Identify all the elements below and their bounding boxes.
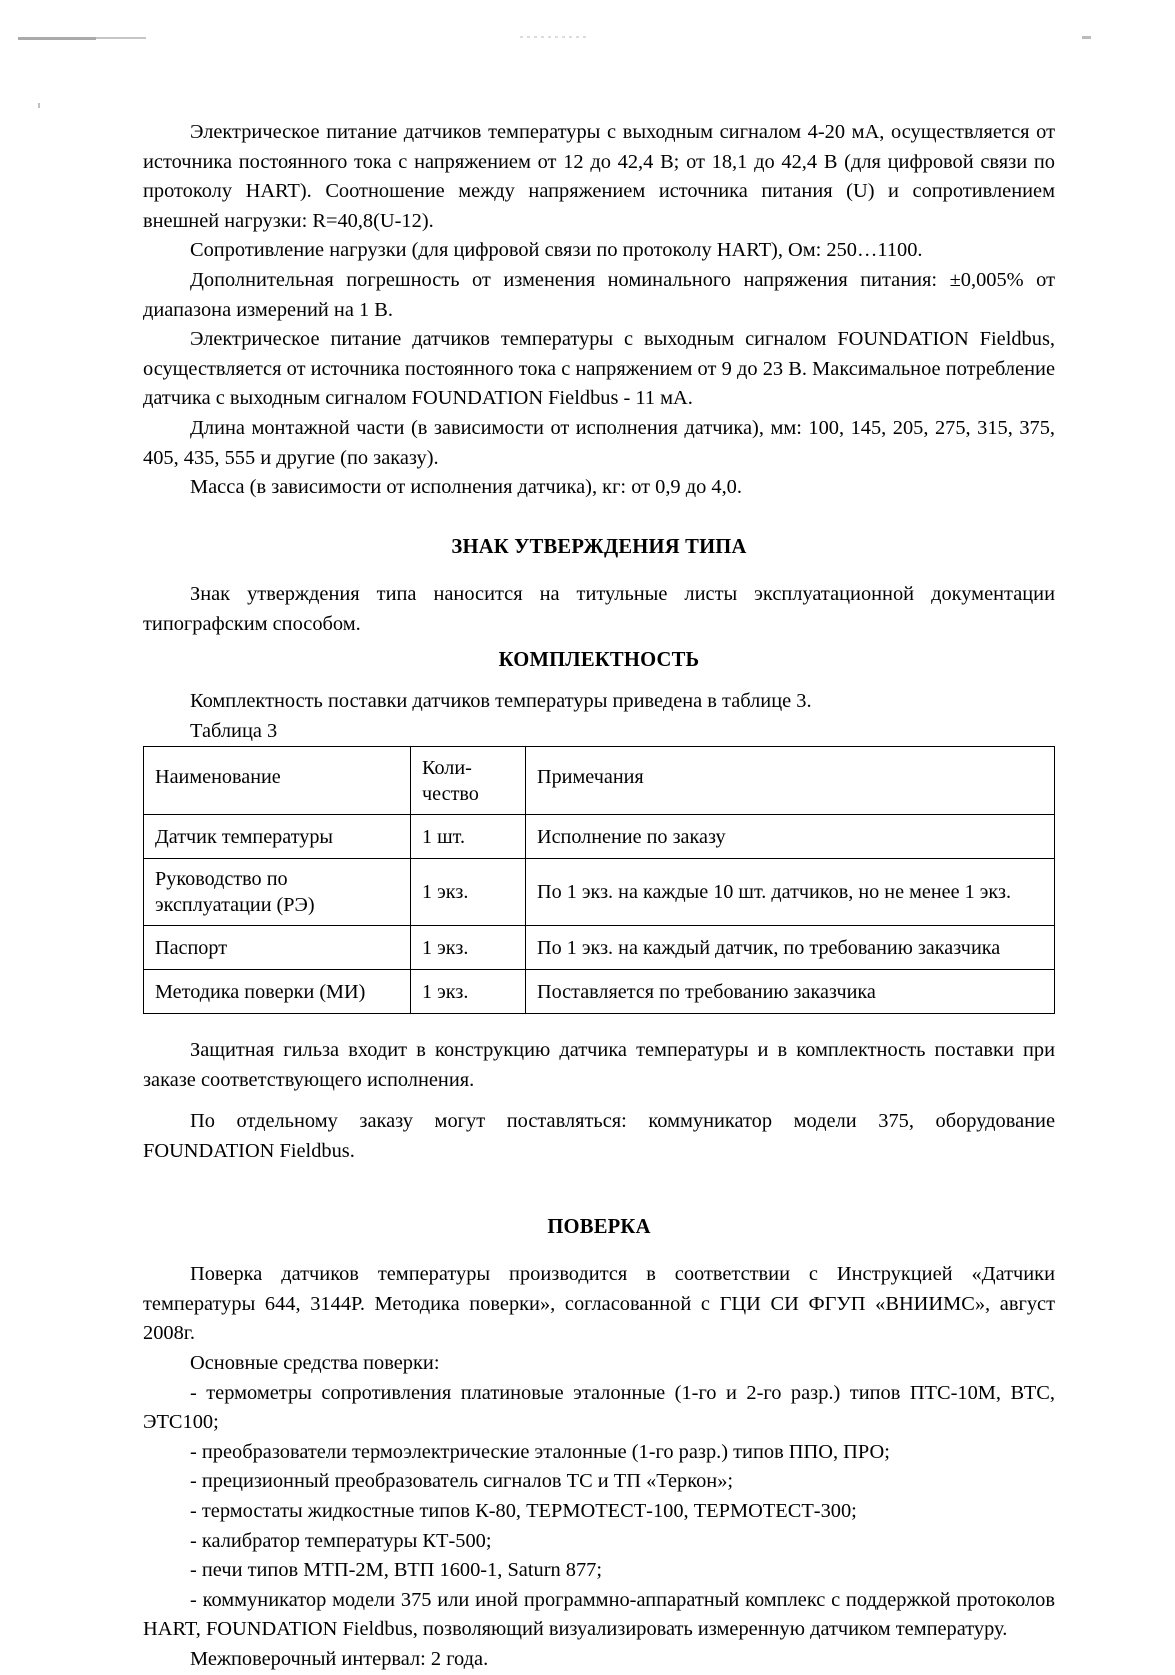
paragraph-completeness-intro: Комплектность поставки датчиков температуры приведена в таблице 3. [190, 690, 812, 713]
scan-artifact-tick-left [38, 103, 40, 108]
paragraph-verification-interval: Межповерочный интервал: 2 года. [190, 1647, 489, 1670]
table-row [144, 815, 1055, 859]
list-item: - калибратор температуры КТ-500; [190, 1529, 492, 1552]
heading-verification: ПОВЕРКА [547, 1215, 651, 1238]
table-cell-name: Паспорт [144, 926, 411, 970]
spacer [143, 1242, 1055, 1260]
table-row [144, 970, 1055, 1014]
list-item: - печи типов МТП-2М, ВТП 1600-1, Saturn 877; [190, 1559, 603, 1582]
paragraph-optional-order: По отдельному заказу могут поставляться: коммуникатор модели 375, оборудование FOUNDATION Fieldbus. [143, 1110, 1055, 1163]
list-item: - термометры сопротивления платиновые эталонные (1-го и 2-го разр.) типов ПТС-10М, ВТС, ЭТС100; [143, 1381, 1055, 1434]
paragraph-type-approval-mark: Знак утверждения типа наносится на титульные листы эксплуатационной документации типографским способом. [143, 583, 1055, 635]
table-header-quantity-line2: чество [422, 783, 479, 806]
list-item: - коммуникатор модели 375 или иной программно-аппаратный комплекс с поддержкой протоколов HART, FOUNDATION Fieldbus, позволяющий визуализировать измеренную датчиком температуру. [143, 1588, 1055, 1641]
table-cell-notes: По 1 экз. на каждый датчик, по требованию заказчика [526, 926, 1055, 970]
paragraph-verification-intro: Поверка датчиков температуры производится в соответствии с Инструкцией «Датчики температуры 644, 3144Р. Методика поверки», согласованной с ГЦИ СИ ФГУП «ВНИИМС», август 2008г. [143, 1263, 1055, 1345]
table-cell-quantity: 1 шт. [411, 815, 526, 859]
paragraph-power-supply-fieldbus: Электрическое питание датчиков температуры с выходным сигналом FOUNDATION Fieldbus, осуществляется от источника постоянного тока с напряжением от 9 до 23 В. Максимальное потребление датчика с выходным сигналом FOUNDATION Fieldbus - 11 мА. [143, 328, 1055, 410]
scan-artifact-line-left [18, 37, 96, 40]
heading-completeness: КОМПЛЕКТНОСТЬ [498, 648, 700, 671]
table-cell-notes: Поставляется по требованию заказчика [526, 970, 1055, 1014]
spacer [143, 1095, 1055, 1107]
paragraph-power-supply-4-20ma: Электрическое питание датчиков температуры с выходным сигналом 4-20 мА, осуществляется от источника постоянного тока с напряжением от 12 до 42,4 В; от 18,1 до 42,4 В (для цифровой связи по протоколу HART). Соотношение между напряжением источника питания (U) и сопротивлением внешней нагрузки: R=40,8(U-12). [143, 121, 1055, 232]
paragraph-load-resistance: Сопротивление нагрузки (для цифровой связи по протоколу HART), Ом: 250…1100. [190, 239, 923, 262]
heading-type-approval-mark: ЗНАК УТВЕРЖДЕНИЯ ТИПА [451, 535, 747, 558]
completeness-table [143, 746, 1055, 1014]
paragraph-mounting-length: Длина монтажной части (в зависимости от исполнения датчика), мм: 100, 145, 205, 275, 315, 375, 405, 435, 555 и другие (по заказу). [143, 416, 1055, 469]
table-caption: Таблица 3 [190, 719, 278, 742]
table-cell-notes: По 1 экз. на каждые 10 шт. датчиков, но не менее 1 экз. [526, 859, 1055, 926]
spacer [143, 503, 1055, 533]
table-cell-quantity: 1 экз. [411, 926, 526, 970]
paragraph-mass: Масса (в зависимости от исполнения датчика), кг: от 0,9 до 4,0. [190, 476, 742, 499]
list-item: - преобразователи термоэлектрические эталонные (1-го разр.) типов ППО, ПРО; [190, 1440, 890, 1463]
spacer [143, 675, 1055, 687]
paragraph-protective-sleeve: Защитная гильза входит в конструкцию датчика температуры и в комплектность поставки при заказе соответствующего исполнения. [143, 1039, 1055, 1091]
scan-artifact-line-left-2 [96, 37, 146, 39]
table-cell-name: Методика поверки (МИ) [144, 970, 411, 1014]
scan-artifact-dots-center [520, 36, 590, 38]
table-cell-quantity: 1 экз. [411, 859, 526, 926]
table-row [144, 926, 1055, 970]
paragraph-additional-error: Дополнительная погрешность от изменения номинального напряжения питания: ±0,005% от диапазона измерений на 1 В. [143, 268, 1055, 321]
list-item: - прецизионный преобразователь сигналов ТС и ТП «Теркон»; [190, 1470, 734, 1493]
table-cell-name: Руководство по эксплуатации (РЭ) [144, 859, 411, 926]
spacer [143, 1167, 1055, 1213]
table-header-name: Наименование [144, 747, 411, 815]
verification-means-list [143, 1379, 1055, 1645]
spacer [143, 1014, 1055, 1036]
table-cell-quantity: 1 экз. [411, 970, 526, 1014]
table-cell-name: Датчик температуры [144, 815, 411, 859]
list-item: - термостаты жидкостные типов К-80, ТЕРМОТЕСТ-100, ТЕРМОТЕСТ-300; [190, 1500, 857, 1522]
table-header-row [144, 747, 1055, 815]
scan-artifact-dot-right [1082, 36, 1091, 39]
paragraph-means-intro: Основные средства поверки: [190, 1352, 440, 1375]
spacer [143, 562, 1055, 580]
document-page [143, 118, 1055, 1675]
table-header-quantity-line1: Коли- [422, 757, 472, 780]
table-header-notes: Примечания [526, 747, 1055, 815]
table-header-quantity [411, 747, 526, 815]
table-row [144, 859, 1055, 926]
table-cell-notes: Исполнение по заказу [526, 815, 1055, 859]
